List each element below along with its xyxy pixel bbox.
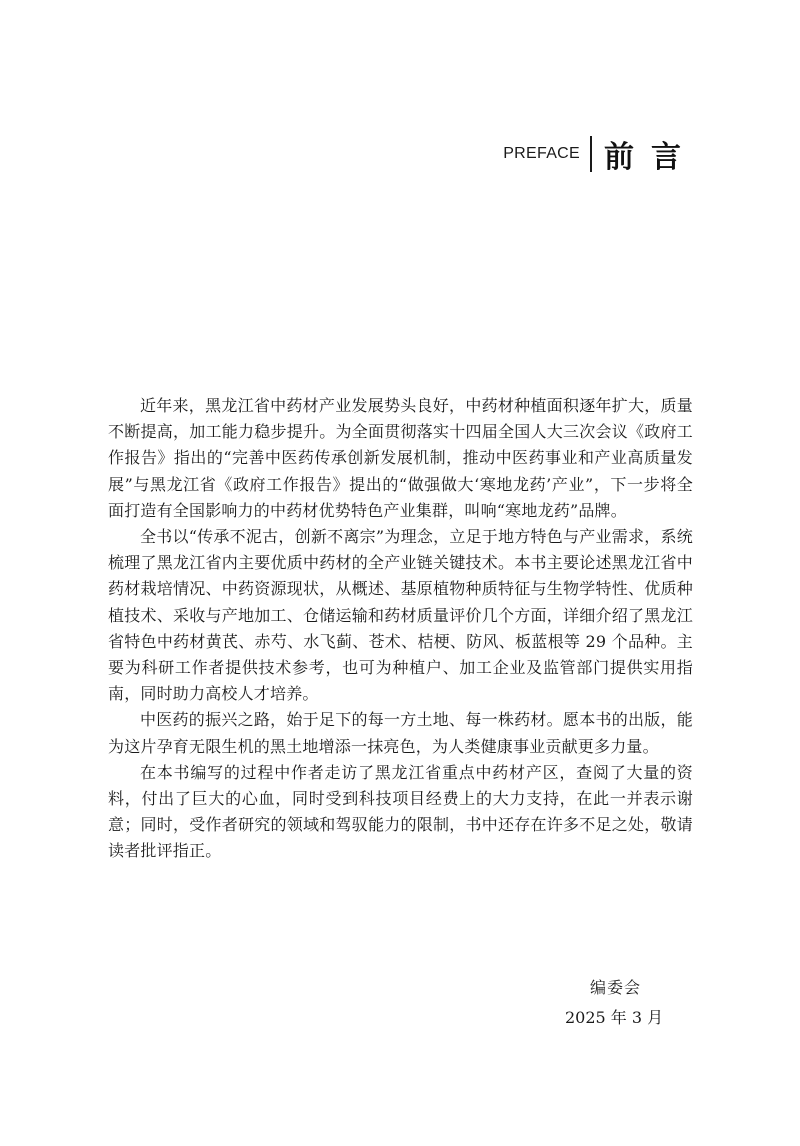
preface-chinese-title: 前言 [604, 140, 698, 175]
preface-body [108, 393, 693, 865]
paragraph-1: 近年来，黑龙江省中药材产业发展势头良好，中药材种植面积逐年扩大，质量不断提高，加工能力稳步提升。为全面贯彻落实十四届全国人大三次会议《政府工作报告》指出的“完善中医药传承创新发展机制，推动中医药事业和产业高质量发展”与黑龙江省《政府工作报告》提出的“做强做大‘寒地龙药’产业”，下一步将全面打造有全国影响力的中药材优势特色产业集群，叫响“寒地龙药”品牌。 [108, 396, 693, 520]
preface-header [503, 134, 698, 174]
signature-date: 2025 年 3 月 [565, 1008, 664, 1027]
title-divider [590, 136, 592, 172]
signature-editor: 编委会 [590, 978, 642, 997]
paragraph-4: 在本书编写的过程中作者走访了黑龙江省重点中药材产区，查阅了大量的资料，付出了巨大的心血，同时受到科技项目经费上的大力支持，在此一并表示谢意；同时，受作者研究的领域和驾驭能力的限制，书中还存在许多不足之处，敬请读者批评指正。 [108, 762, 693, 861]
paragraph-2: 全书以“传承不泥古，创新不离宗”为理念，立足于地方特色与产业需求，系统梳理了黑龙江省内主要优质中药材的全产业链关键技术。本书主要论述黑龙江省中药材栽培情况、中药资源现状，从概述、基原植物种质特征与生物学特性、优质种植技术、采收与产地加工、仓储运输和药材质量评价几个方面，详细介绍了黑龙江省特色中药材黄芪、赤芍、水飞蓟、苍术、桔梗、防风、板蓝根等 29 个品种。主要为科研工作者提供技术参考，也可为种植户、加工企业及监管部门提供实用指南，同时助力高校人才培养。 [108, 527, 693, 704]
paragraph-3: 中医药的振兴之路，始于足下的每一方土地、每一株药材。愿本书的出版，能为这片孕育无限生机的黑土地增添一抹亮色，为人类健康事业贡献更多力量。 [108, 710, 693, 756]
preface-english-title: PREFACE [503, 145, 580, 162]
